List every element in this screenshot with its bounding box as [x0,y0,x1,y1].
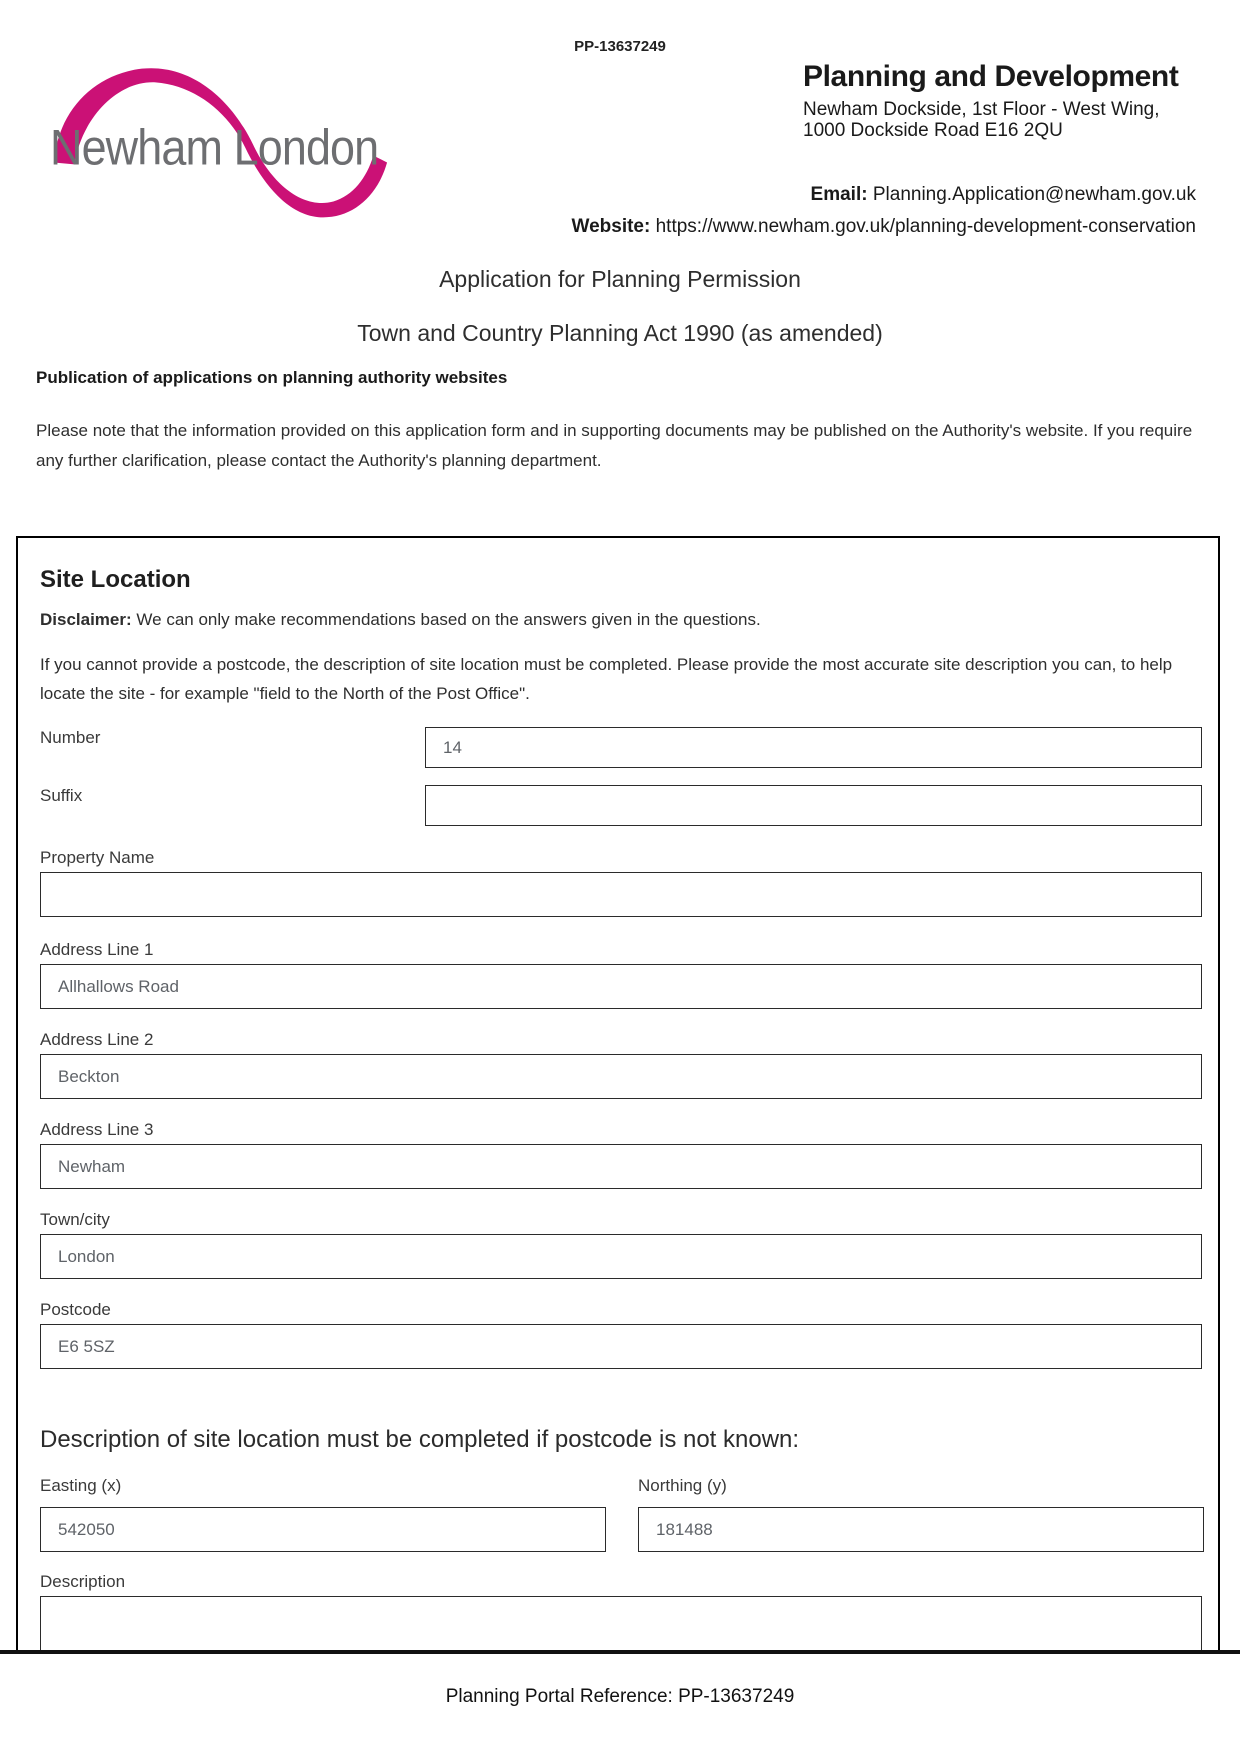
department-address [803,99,1178,141]
address-line1-label: Address Line 1 [40,940,154,959]
site-location-heading: Site Location [40,566,191,593]
address-line2-input[interactable] [40,1054,1202,1099]
description-textarea[interactable] [40,1596,1202,1654]
department-block [803,60,1178,141]
property-name-input[interactable] [40,872,1202,917]
contact-block [571,179,1196,243]
email-label: Email: [810,184,868,205]
description-requirement-heading: Description of site location must be completed if postcode is not known: [40,1426,800,1453]
number-input[interactable] [425,727,1202,768]
easting-input[interactable] [40,1507,606,1552]
act-subtitle: Town and Country Planning Act 1990 (as amended) [357,320,883,346]
publication-note-heading: Publication of applications on planning authority websites [36,368,508,387]
department-address-line1: Newham Dockside, 1st Floor - West Wing, [803,99,1160,120]
address-line3-input[interactable] [40,1144,1202,1189]
town-city-input[interactable] [40,1234,1202,1279]
website-value: https://www.newham.gov.uk/planning-development-conservation [655,216,1196,237]
property-name-label: Property Name [40,848,155,867]
department-title: Planning and Development [803,60,1179,93]
department-address-line2: 1000 Dockside Road E16 2QU [803,120,1063,141]
address-line1-input[interactable] [40,964,1202,1009]
site-location-intro: If you cannot provide a postcode, the description of site location must be completed. Please provide the most accurate site description you can, to help locate the site - for example "field to the North of the Post Office". [40,655,1173,703]
contact-website-line [571,211,1196,243]
publication-note-body: Please note that the information provided on this application form and in supporting documents may be published on the Authority's website. If you require any further clarification, please contact the Authority's planning department. [36,421,1193,470]
number-label: Number [40,728,101,747]
contact-email-line [571,179,1196,211]
suffix-input[interactable] [425,785,1202,826]
application-title: Application for Planning Permission [439,266,801,292]
description-label: Description [40,1572,126,1591]
disclaimer-text: We can only make recommendations based on the answers given in the questions. [136,610,761,629]
disclaimer-label: Disclaimer: [40,610,132,629]
logo-text: Newham London [50,119,379,176]
northing-label: Northing (y) [638,1476,727,1495]
newham-london-logo [50,60,390,220]
portal-reference-top: PP-13637249 [574,38,666,55]
postcode-label: Postcode [40,1300,111,1319]
postcode-input[interactable] [40,1324,1202,1369]
address-line3-label: Address Line 3 [40,1120,154,1139]
suffix-label: Suffix [40,786,83,805]
disclaimer-line [40,610,761,630]
address-line2-label: Address Line 2 [40,1030,154,1049]
website-label: Website: [571,216,651,237]
footer-portal-reference: Planning Portal Reference: PP-13637249 [445,1686,795,1707]
page-break-rule [0,1650,1240,1654]
site-location-section [16,536,1220,1654]
email-value: Planning.Application@newham.gov.uk [872,184,1196,205]
northing-input[interactable] [638,1507,1204,1552]
easting-label: Easting (x) [40,1476,122,1495]
town-city-label: Town/city [40,1210,110,1229]
